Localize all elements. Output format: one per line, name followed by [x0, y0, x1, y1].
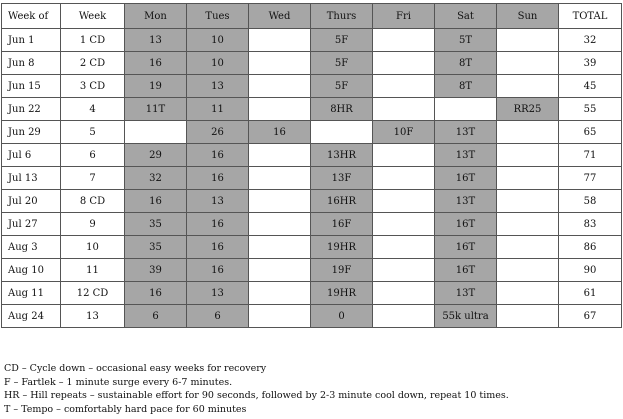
cell-wed	[249, 236, 311, 259]
cell-thurs: 13F	[311, 167, 373, 190]
table-row	[2, 29, 622, 52]
cell-wed	[249, 98, 311, 121]
cell-sun	[497, 213, 559, 236]
cell-total: 32	[559, 29, 622, 52]
cell-mon: 13	[125, 29, 187, 52]
cell-fri	[373, 190, 435, 213]
cell-fri	[373, 52, 435, 75]
cell-tues: 16	[187, 213, 249, 236]
cell-sat: 13T	[435, 144, 497, 167]
cell-sun	[497, 259, 559, 282]
cell-sat: 16T	[435, 213, 497, 236]
cell-week: 5	[61, 121, 125, 144]
cell-sat: 13T	[435, 121, 497, 144]
cell-sun	[497, 75, 559, 98]
cell-week: 8 CD	[61, 190, 125, 213]
cell-thurs: 13HR	[311, 144, 373, 167]
cell-sun	[497, 282, 559, 305]
cell-fri	[373, 213, 435, 236]
cell-mon: 29	[125, 144, 187, 167]
cell-wed	[249, 29, 311, 52]
cell-tues: 16	[187, 144, 249, 167]
cell-sat: 13T	[435, 282, 497, 305]
cell-wed	[249, 190, 311, 213]
legend-cd: CD – Cycle down – occasional easy weeks for recovery	[4, 363, 267, 374]
cell-fri: 10F	[373, 121, 435, 144]
cell-thurs: 19F	[311, 259, 373, 282]
cell-total: 61	[559, 282, 622, 305]
table-row	[2, 144, 622, 167]
cell-wed	[249, 305, 311, 328]
cell-mon: 16	[125, 282, 187, 305]
cell-thurs: 8HR	[311, 98, 373, 121]
cell-week: 2 CD	[61, 52, 125, 75]
cell-wed	[249, 75, 311, 98]
cell-sun	[497, 144, 559, 167]
cell-wed	[249, 144, 311, 167]
header-sun: Sun	[497, 4, 559, 29]
cell-total: 83	[559, 213, 622, 236]
cell-sat: 16T	[435, 236, 497, 259]
cell-sun	[497, 305, 559, 328]
table-row	[2, 167, 622, 190]
cell-tues: 13	[187, 190, 249, 213]
cell-thurs: 5F	[311, 52, 373, 75]
cell-sat	[435, 98, 497, 121]
cell-week: 9	[61, 213, 125, 236]
cell-wed	[249, 213, 311, 236]
cell-wed	[249, 282, 311, 305]
cell-week: 3 CD	[61, 75, 125, 98]
header-week: Week	[61, 4, 125, 29]
cell-week-of: Jun 1	[2, 29, 61, 52]
cell-mon: 19	[125, 75, 187, 98]
cell-week-of: Aug 3	[2, 236, 61, 259]
cell-total: 58	[559, 190, 622, 213]
cell-total: 67	[559, 305, 622, 328]
table-row	[2, 121, 622, 144]
cell-week-of: Jul 13	[2, 167, 61, 190]
cell-fri	[373, 167, 435, 190]
table-row	[2, 305, 622, 328]
cell-sat: 5T	[435, 29, 497, 52]
table-row	[2, 75, 622, 98]
cell-mon: 35	[125, 236, 187, 259]
cell-fri	[373, 282, 435, 305]
abbreviation-legend	[4, 362, 509, 416]
cell-total: 71	[559, 144, 622, 167]
cell-mon: 6	[125, 305, 187, 328]
cell-sat: 8T	[435, 52, 497, 75]
cell-week-of: Aug 11	[2, 282, 61, 305]
cell-mon: 39	[125, 259, 187, 282]
cell-week: 11	[61, 259, 125, 282]
legend-hill-repeats: HR – Hill repeats – sustainable effort for 90 seconds, followed by 2-3 minute cool down, repeat 10 times.	[4, 390, 509, 401]
table-row	[2, 259, 622, 282]
cell-total: 39	[559, 52, 622, 75]
cell-sat: 13T	[435, 190, 497, 213]
cell-tues: 10	[187, 29, 249, 52]
cell-wed	[249, 259, 311, 282]
cell-week-of: Jun 8	[2, 52, 61, 75]
cell-week-of: Jul 20	[2, 190, 61, 213]
cell-wed	[249, 167, 311, 190]
table-row	[2, 236, 622, 259]
cell-total: 77	[559, 167, 622, 190]
cell-total: 90	[559, 259, 622, 282]
cell-fri	[373, 29, 435, 52]
cell-thurs	[311, 121, 373, 144]
cell-week-of: Aug 24	[2, 305, 61, 328]
cell-thurs: 5F	[311, 29, 373, 52]
cell-fri	[373, 144, 435, 167]
cell-week-of: Jul 27	[2, 213, 61, 236]
header-fri: Fri	[373, 4, 435, 29]
table-row	[2, 98, 622, 121]
cell-sat: 16T	[435, 167, 497, 190]
cell-total: 65	[559, 121, 622, 144]
table-header-row	[2, 4, 622, 29]
cell-mon: 16	[125, 190, 187, 213]
table-row	[2, 52, 622, 75]
cell-fri	[373, 305, 435, 328]
cell-tues: 11	[187, 98, 249, 121]
cell-tues: 13	[187, 282, 249, 305]
cell-sun: RR25	[497, 98, 559, 121]
header-tues: Tues	[187, 4, 249, 29]
cell-sun	[497, 29, 559, 52]
header-sat: Sat	[435, 4, 497, 29]
cell-tues: 10	[187, 52, 249, 75]
cell-mon: 16	[125, 52, 187, 75]
cell-mon: 32	[125, 167, 187, 190]
header-wed: Wed	[249, 4, 311, 29]
cell-week-of: Aug 10	[2, 259, 61, 282]
table-row	[2, 282, 622, 305]
cell-week: 7	[61, 167, 125, 190]
cell-fri	[373, 259, 435, 282]
cell-sun	[497, 121, 559, 144]
cell-week: 12 CD	[61, 282, 125, 305]
cell-week-of: Jun 29	[2, 121, 61, 144]
cell-tues: 16	[187, 259, 249, 282]
cell-tues: 6	[187, 305, 249, 328]
legend-tempo: T – Tempo – comfortably hard pace for 60 minutes	[4, 403, 247, 415]
cell-wed: 16	[249, 121, 311, 144]
cell-sat: 8T	[435, 75, 497, 98]
cell-thurs: 0	[311, 305, 373, 328]
cell-thurs: 16HR	[311, 190, 373, 213]
cell-mon	[125, 121, 187, 144]
header-mon: Mon	[125, 4, 187, 29]
cell-sun	[497, 190, 559, 213]
cell-sun	[497, 52, 559, 75]
cell-week-of: Jun 15	[2, 75, 61, 98]
cell-fri	[373, 75, 435, 98]
legend-fartlek: F – Fartlek – 1 minute surge every 6-7 minutes.	[4, 376, 233, 388]
header-week-of: Week of	[2, 4, 61, 29]
cell-sat: 16T	[435, 259, 497, 282]
cell-total: 45	[559, 75, 622, 98]
cell-week: 10	[61, 236, 125, 259]
cell-week: 4	[61, 98, 125, 121]
cell-week-of: Jul 6	[2, 144, 61, 167]
cell-thurs: 19HR	[311, 282, 373, 305]
training-schedule-table	[1, 3, 622, 328]
cell-tues: 26	[187, 121, 249, 144]
cell-tues: 16	[187, 236, 249, 259]
cell-mon: 35	[125, 213, 187, 236]
cell-tues: 13	[187, 75, 249, 98]
table-row	[2, 190, 622, 213]
cell-fri	[373, 98, 435, 121]
header-total: TOTAL	[559, 4, 622, 29]
table-row	[2, 213, 622, 236]
cell-week: 1 CD	[61, 29, 125, 52]
cell-sat: 55k ultra	[435, 305, 497, 328]
cell-mon: 11T	[125, 98, 187, 121]
cell-total: 55	[559, 98, 622, 121]
cell-thurs: 19HR	[311, 236, 373, 259]
cell-week-of: Jun 22	[2, 98, 61, 121]
cell-week: 13	[61, 305, 125, 328]
cell-tues: 16	[187, 167, 249, 190]
cell-fri	[373, 236, 435, 259]
cell-thurs: 16F	[311, 213, 373, 236]
header-thurs: Thurs	[311, 4, 373, 29]
cell-thurs: 5F	[311, 75, 373, 98]
cell-week: 6	[61, 144, 125, 167]
cell-wed	[249, 52, 311, 75]
cell-total: 86	[559, 236, 622, 259]
cell-sun	[497, 236, 559, 259]
cell-sun	[497, 167, 559, 190]
